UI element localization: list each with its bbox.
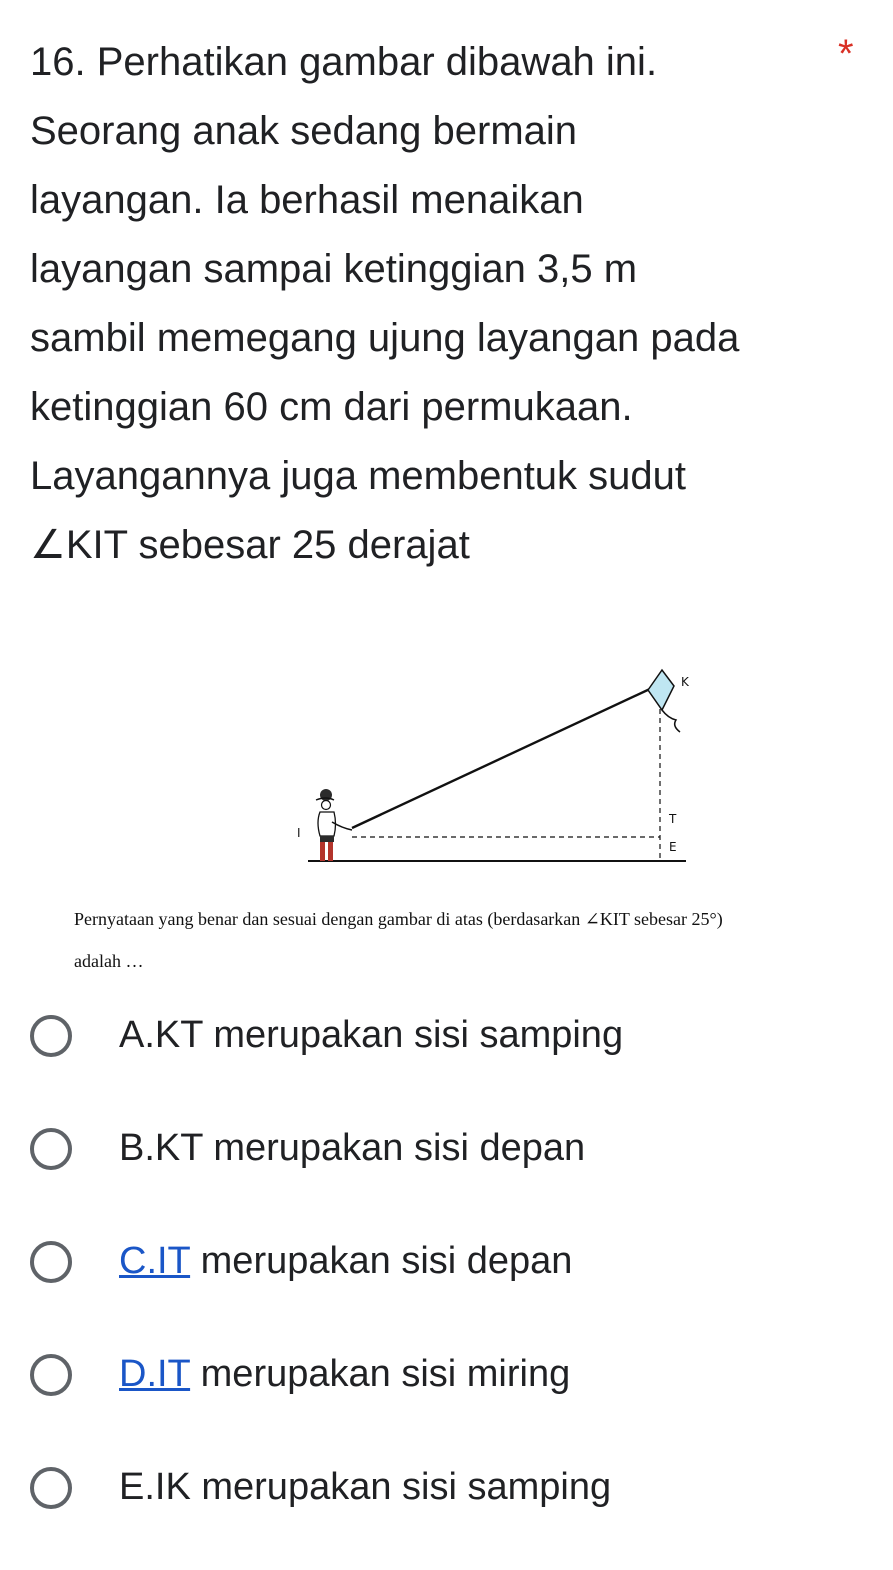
option-label (119, 1344, 570, 1404)
required-indicator: * (838, 32, 854, 76)
radio-button[interactable] (30, 1354, 72, 1396)
question-line: Layangannya juga membentuk sudut (30, 454, 687, 498)
answer-options (30, 1005, 870, 1570)
label-e: E (669, 840, 677, 854)
option-label (119, 1457, 611, 1517)
kite-tail (662, 710, 680, 732)
radio-button[interactable] (30, 1015, 72, 1057)
question-line: layangan. Ia berhasil menaikan (30, 178, 584, 222)
option-a[interactable] (30, 1005, 870, 1118)
radio-button[interactable] (30, 1467, 72, 1509)
option-link[interactable]: C.IT (119, 1240, 191, 1282)
kite-string (352, 688, 652, 828)
radio-button[interactable] (30, 1241, 72, 1283)
question-line: Seorang anak sedang bermain (30, 109, 578, 153)
figure-caption (74, 898, 854, 982)
kite-icon (648, 670, 674, 710)
question-line: sambil memegang ujung layangan pada (30, 316, 740, 360)
question-line: ∠KIT sebesar 25 derajat (30, 523, 470, 567)
question-text (30, 28, 860, 580)
child-figure (316, 789, 352, 861)
label-t: T (669, 812, 677, 826)
option-label (119, 1231, 572, 1291)
option-c[interactable] (30, 1231, 870, 1344)
label-i: I (297, 826, 301, 840)
option-e[interactable] (30, 1457, 870, 1570)
option-text: merupakan sisi depan (190, 1240, 573, 1282)
option-d[interactable] (30, 1344, 870, 1457)
option-label (119, 1005, 623, 1065)
option-text: A.KT merupakan sisi samping (119, 1014, 624, 1056)
option-text: E.IK merupakan sisi samping (119, 1466, 612, 1508)
question-line: layangan sampai ketinggian 3,5 m (30, 247, 638, 291)
caption-line: adalah … (74, 951, 144, 971)
question-line: ketinggian 60 cm dari permukaan. (30, 385, 633, 429)
option-text: B.KT merupakan sisi depan (119, 1127, 586, 1169)
caption-line: Pernyataan yang benar dan sesuai dengan gambar di atas (berdasarkan ∠KIT sebesar 25°) (74, 909, 723, 929)
label-k: K (681, 675, 689, 689)
option-link[interactable]: D.IT (119, 1353, 191, 1395)
kite-diagram (260, 660, 720, 880)
option-label (119, 1118, 585, 1178)
kite-diagram-svg (260, 660, 720, 880)
question-line: 16. Perhatikan gambar dibawah ini. (30, 40, 658, 84)
option-text: merupakan sisi miring (190, 1353, 571, 1395)
option-b[interactable] (30, 1118, 870, 1231)
radio-button[interactable] (30, 1128, 72, 1170)
